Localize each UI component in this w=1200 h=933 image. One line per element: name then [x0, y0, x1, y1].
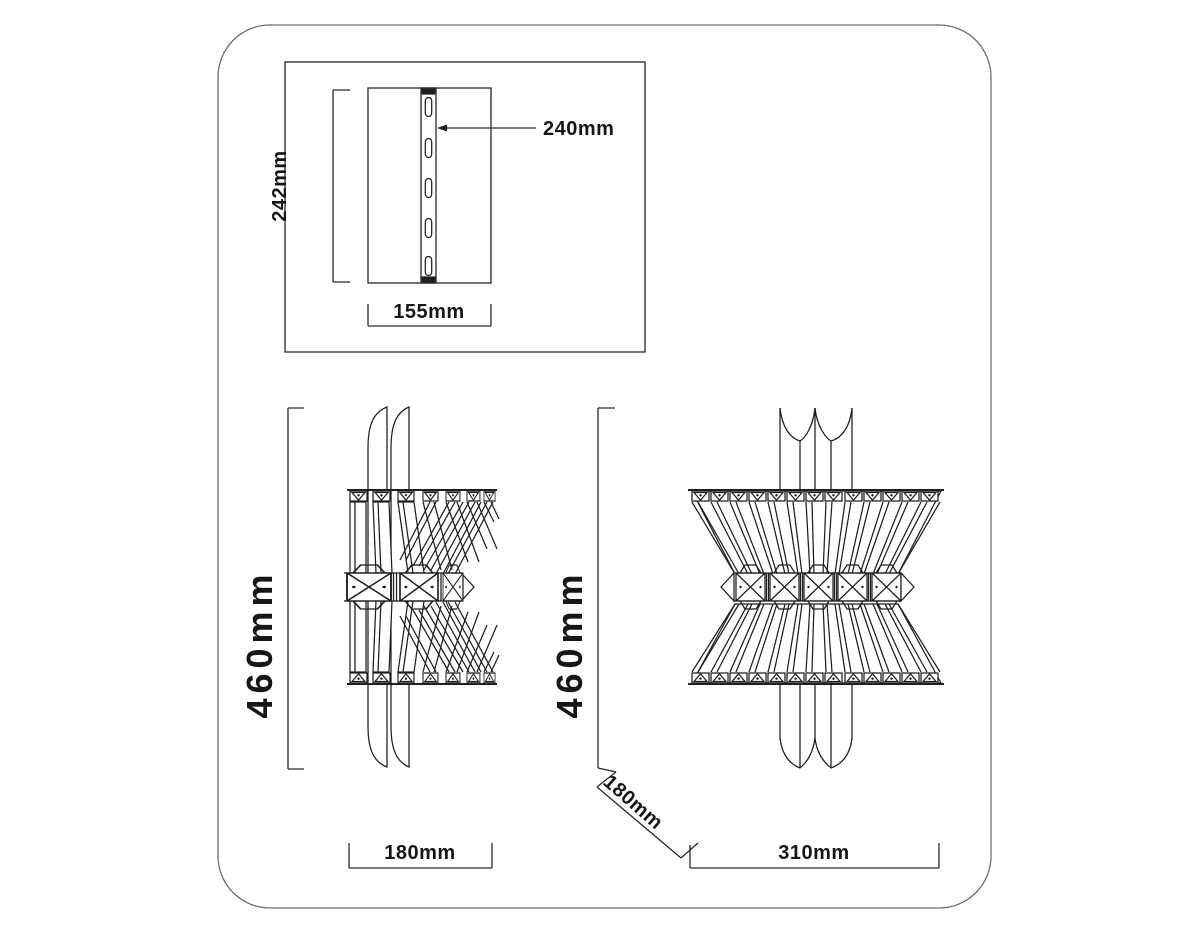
front-view-lower-tier: [692, 604, 941, 683]
side-view-height-label: 460mm: [239, 569, 280, 719]
strip-length-label: 240mm: [543, 118, 615, 140]
sheet-frame: [218, 25, 991, 908]
plate-width-label: 155mm: [393, 301, 465, 323]
front-view-height-label: 460mm: [549, 569, 590, 719]
plate-height-label: 242mm: [269, 150, 291, 222]
front-view-depth-label: 180mm: [598, 770, 668, 835]
front-view-width-label: 310mm: [778, 842, 850, 864]
side-view-width-label: 180mm: [384, 842, 456, 864]
front-view-upper-tier: [692, 491, 941, 574]
